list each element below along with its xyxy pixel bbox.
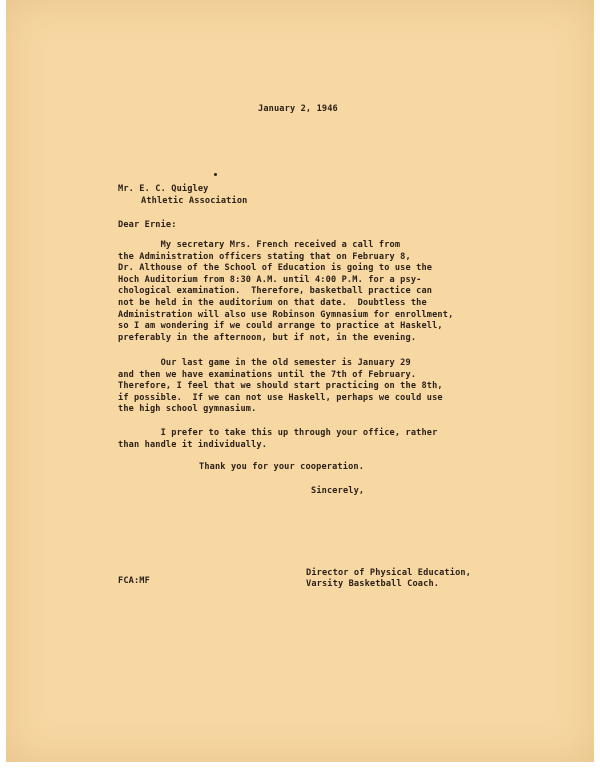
salutation: Dear Ernie: bbox=[118, 220, 177, 230]
signature-title-2: Varsity Basketball Coach. bbox=[306, 579, 440, 589]
letter-page bbox=[6, 0, 594, 762]
recipient-name: Mr. E. C. Quigley bbox=[118, 184, 209, 194]
paragraph-2 bbox=[118, 358, 443, 416]
paragraph-line: Therefore, I feel that we should start practicing on the 8th, bbox=[118, 381, 443, 392]
paragraph-line: chological examination. Therefore, basketball practice can bbox=[118, 286, 433, 297]
paragraph-line: than handle it individually. bbox=[118, 439, 268, 450]
paragraph-line: if possible. If we can not use Haskell, perhaps we could use bbox=[118, 392, 443, 403]
signature-title-1: Director of Physical Education, bbox=[306, 568, 472, 578]
paragraph-line: Dr. Althouse of the School of Education is going to use the bbox=[118, 263, 433, 274]
paragraph-line: Hoch Auditorium from 8:30 A.M. until 4:00 P.M. for a psy- bbox=[118, 274, 422, 285]
paragraph-1 bbox=[118, 240, 453, 344]
paragraph-line: and then we have examinations until the 7th of February. bbox=[118, 369, 417, 380]
paragraph-line: the Administration officers stating that on February 8, bbox=[118, 251, 411, 262]
recipient-organization: Athletic Association bbox=[141, 196, 248, 206]
paragraph-line: I prefer to take this up through your office, rather bbox=[118, 428, 438, 438]
paragraph-line: Administration will also use Robinson Gymnasium for enrollment, bbox=[118, 309, 454, 320]
paragraph-line: My secretary Mrs. French received a call from bbox=[118, 240, 401, 250]
paragraph-line: Our last game in the old semester is January 29 bbox=[118, 358, 411, 368]
letter-date: January 2, 1946 bbox=[258, 104, 338, 114]
paragraph-line: so I am wondering if we could arrange to practice at Haskell, bbox=[118, 321, 443, 332]
typist-initials: FCA:MF bbox=[118, 576, 150, 586]
paragraph-line: preferably in the afternoon, but if not, in the evening. bbox=[118, 332, 417, 343]
paragraph-line: not be held in the auditorium on that date. Doubtless the bbox=[118, 297, 427, 308]
paragraph-3 bbox=[118, 428, 437, 451]
ink-mark bbox=[214, 173, 217, 176]
paragraph-line: the high school gymnasium. bbox=[118, 404, 257, 415]
thanks-line: Thank you for your cooperation. bbox=[199, 462, 365, 472]
closing: Sincerely, bbox=[311, 486, 365, 496]
